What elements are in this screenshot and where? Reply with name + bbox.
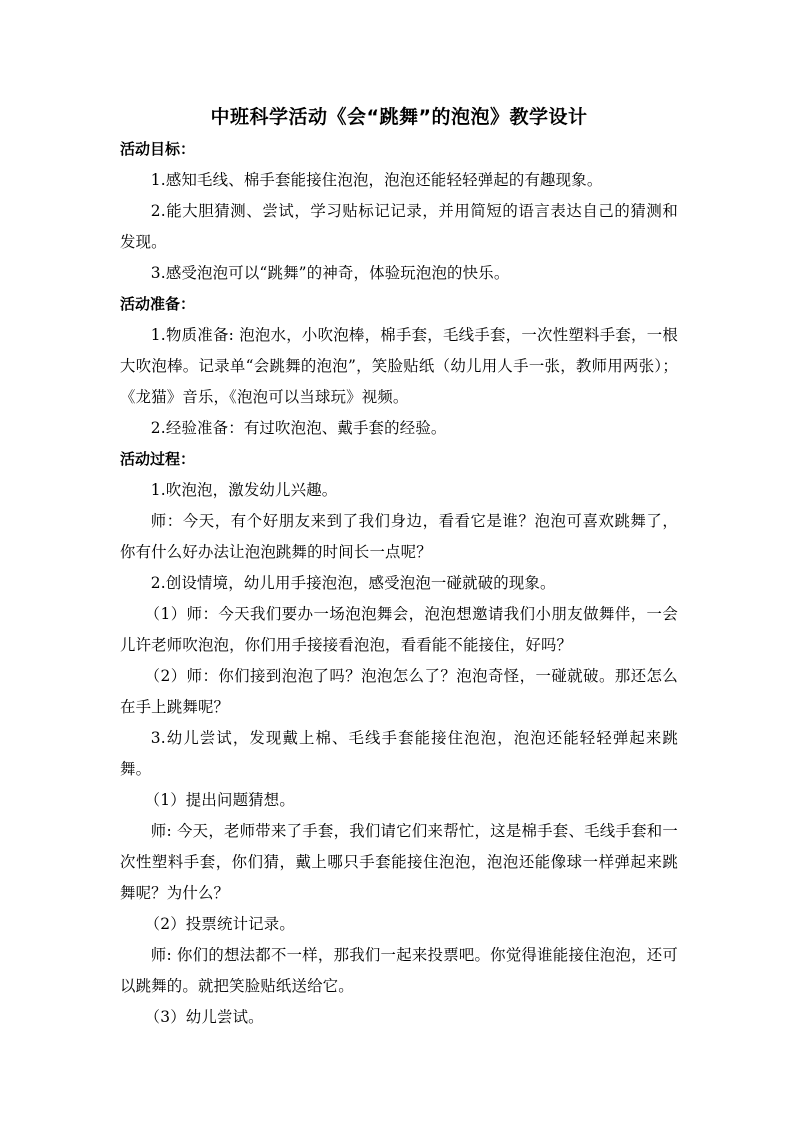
paragraph: 1.物质准备: 泡泡水，小吹泡棒，棉手套，毛线手套，一次性塑料手套，一根大吹泡棒。记录单“会跳舞的泡泡”，笑脸贴纸（幼儿用人手一张，教师用两张）；《龙猫》音乐，《泡泡可以当球玩》视频。 [120,326,678,406]
paragraph: 2.经验准备：有过吹泡泡、戴手套的经验。 [150,419,447,437]
paragraph: 师: 今天，老师带来了手套，我们请它们来帮忙，这是棉手套、毛线手套和一次性塑料手套，你们猜，戴上哪只手套能接住泡泡，泡泡还能像球一样弹起来跳舞呢？为什么？ [120,822,678,902]
paragraph: （2）投票统计记录。 [144,915,295,933]
paragraph: （2）师：你们接到泡泡了吗？泡泡怎么了？泡泡奇怪，一碰就破。那还怎么在手上跳舞呢？ [120,667,678,716]
section-preparation [120,289,678,444]
document-content [120,100,678,1033]
document-title: 中班科学活动《会“跳舞”的泡泡》教学设计 [210,106,588,128]
section-process [120,444,678,1033]
paragraph: 师：今天，有个好朋友来到了我们身边，看看它是谁？泡泡可喜欢跳舞了，你有什么好办法让泡泡跳舞的时间长一点呢？ [120,512,678,561]
section-goals [120,134,678,289]
section-heading: 活动准备： [120,295,196,313]
paragraph: （1）师：今天我们要办一场泡泡舞会，泡泡想邀请我们小朋友做舞伴，一会儿许老师吹泡泡，你们用手接接看泡泡，看看能不能接住，好吗？ [120,605,678,654]
paragraph: 1.感知毛线、棉手套能接住泡泡，泡泡还能轻轻弹起的有趣现象。 [150,171,603,189]
paragraph: 师: 你们的想法都不一样，那我们一起来投票吧。你觉得谁能接住泡泡，还可以跳舞的。就把笑脸贴纸送给它。 [120,946,678,995]
paragraph: 3.感受泡泡可以“跳舞”的神奇，体验玩泡泡的快乐。 [150,264,510,282]
paragraph: （1）提出问题猜想。 [144,791,295,809]
paragraph: （3）幼儿尝试。 [144,1008,264,1026]
paragraph: 2.创设情境，幼儿用手接泡泡，感受泡泡一碰就破的现象。 [150,574,556,592]
paragraph: 2.能大胆猜测、尝试，学习贴标记记录，并用简短的语言表达自己的猜测和发现。 [120,202,678,251]
section-heading: 活动过程： [120,450,196,468]
paragraph: 1.吹泡泡，激发幼儿兴趣。 [150,481,338,499]
section-heading: 活动目标： [120,140,196,158]
paragraph: 3.幼儿尝试，发现戴上棉、毛线手套能接住泡泡，泡泡还能轻轻弹起来跳舞。 [120,729,678,778]
